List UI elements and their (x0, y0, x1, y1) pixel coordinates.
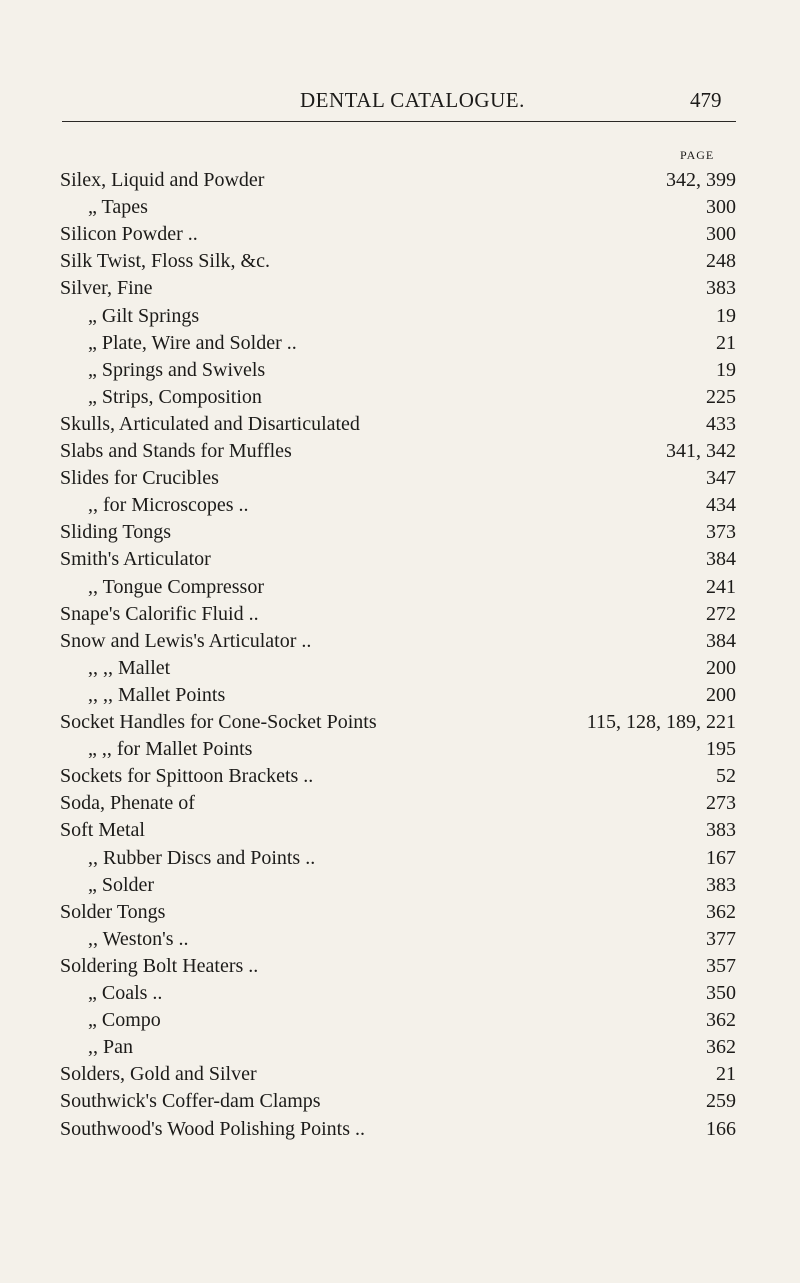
index-entry (0, 709, 800, 736)
index-entry (0, 167, 800, 194)
entry-page-ref: 384 (706, 548, 736, 571)
entry-page-ref: 357 (706, 954, 736, 977)
entry-label: Silk Twist, Floss Silk, &c. (60, 250, 270, 273)
entry-label: Skulls, Articulated and Disarticulated (60, 412, 360, 435)
page-title: DENTAL CATALOGUE. (300, 88, 525, 112)
entry-label: Southwood's Wood Polishing Points .. (60, 1117, 366, 1140)
entry-label: Southwick's Coffer-dam Clamps (60, 1090, 321, 1113)
entry-page-ref: 166 (706, 1117, 736, 1140)
entry-page-ref: 341, 342 (666, 440, 736, 462)
index-entry (0, 628, 800, 655)
index-entry (0, 438, 800, 465)
entry-label: „ Strips, Composition (88, 385, 262, 408)
index-entry (0, 574, 800, 601)
entry-page-ref: 373 (706, 521, 736, 544)
index-entry (0, 763, 800, 790)
entry-label: Sockets for Spittoon Brackets .. (60, 765, 314, 788)
entry-page-ref: 362 (706, 900, 736, 923)
entry-page-ref: 195 (706, 738, 736, 761)
index-entry (0, 1088, 800, 1115)
entry-label: Smith's Articulator (60, 548, 211, 571)
entry-page-ref: 362 (706, 1036, 736, 1059)
entry-label: Sliding Tongs (60, 521, 172, 544)
entry-label: „ ,, for Mallet Points (88, 738, 253, 761)
entry-page-ref: 433 (706, 412, 736, 435)
index-entry (0, 303, 800, 330)
entry-page-ref: 362 (706, 1009, 736, 1032)
index-entry (0, 492, 800, 519)
entry-label: „ Gilt Springs (88, 304, 200, 327)
entry-page-ref: 434 (706, 494, 736, 517)
entry-label: ,, for Microscopes .. (88, 494, 249, 517)
entry-page-ref: 19 (716, 304, 736, 327)
index-entry (0, 899, 800, 926)
entry-label: ,, ,, Mallet (88, 656, 171, 679)
entry-page-ref: 342, 399 (666, 169, 736, 191)
entry-label: Snow and Lewis's Articulator .. (60, 629, 312, 652)
entry-label: Slabs and Stands for Muffles (60, 440, 292, 462)
entry-page-ref: 52 (716, 765, 736, 788)
index-entry (0, 790, 800, 817)
index-entry (0, 1116, 800, 1143)
entry-label: Slides for Crucibles (60, 467, 219, 490)
entry-page-ref: 300 (706, 196, 736, 219)
entry-label: Soldering Bolt Heaters .. (60, 954, 259, 977)
entry-label: Snape's Calorific Fluid .. (60, 602, 259, 625)
index-entry (0, 546, 800, 573)
entry-page-ref: 21 (716, 1063, 736, 1086)
entry-label: „ Solder (88, 873, 155, 896)
index-entry (0, 601, 800, 628)
entry-page-ref: 383 (706, 277, 736, 300)
index-entry (0, 1007, 800, 1034)
index-entry (0, 953, 800, 980)
entry-label: Silver, Fine (60, 277, 153, 300)
index-entry (0, 330, 800, 357)
index-entry (0, 682, 800, 709)
index-entry (0, 817, 800, 844)
index-entry (0, 926, 800, 953)
entry-page-ref: 259 (706, 1090, 736, 1113)
entry-label: Soda, Phenate of (60, 792, 195, 815)
entry-page-ref: 300 (706, 223, 736, 246)
entry-label: ,, Pan (88, 1036, 133, 1059)
entry-page-ref: 115, 128, 189, 221 (586, 711, 736, 733)
entry-page-ref: 383 (706, 873, 736, 896)
entry-label: Silex, Liquid and Powder (60, 169, 265, 191)
entry-page-ref: 273 (706, 792, 736, 815)
entry-page-ref: 21 (716, 331, 736, 354)
entry-label: ,, Tongue Compressor (88, 575, 264, 598)
entry-page-ref: 248 (706, 250, 736, 273)
entry-page-ref: 350 (706, 982, 736, 1004)
index-entry (0, 384, 800, 411)
index-entry (0, 411, 800, 438)
entry-label: „ Compo (88, 1009, 161, 1032)
page-column-heading: PAGE (680, 148, 715, 162)
index-entry (0, 194, 800, 221)
index-entry (0, 736, 800, 763)
index-entry (0, 519, 800, 546)
entry-page-ref: 272 (706, 602, 736, 625)
entry-label: Silicon Powder .. (60, 223, 198, 246)
entry-label: Soft Metal (60, 819, 145, 842)
index-entry (0, 465, 800, 492)
entry-page-ref: 19 (716, 358, 736, 381)
entry-page-ref: 384 (706, 629, 736, 652)
entry-label: „ Tapes (88, 196, 148, 219)
index-entry (0, 845, 800, 872)
header-rule (62, 121, 736, 122)
entry-page-ref: 200 (706, 683, 736, 706)
index-entry (0, 1034, 800, 1061)
entry-label: Solder Tongs (60, 900, 166, 923)
index-entry (0, 357, 800, 384)
entry-page-ref: 241 (706, 575, 736, 598)
index-entry (0, 221, 800, 248)
entry-label: „ Coals .. (88, 982, 163, 1004)
index-entry (0, 275, 800, 302)
entry-page-ref: 225 (706, 385, 736, 408)
index-entry (0, 980, 800, 1007)
index-entry (0, 872, 800, 899)
running-header (0, 88, 800, 116)
entry-label: ,, ,, Mallet Points (88, 683, 226, 706)
entry-page-ref: 377 (706, 927, 736, 950)
index-entry (0, 655, 800, 682)
index-entry (0, 248, 800, 275)
entry-label: ,, Rubber Discs and Points .. (88, 846, 316, 869)
entry-label: Socket Handles for Cone-Socket Points (60, 711, 377, 733)
page-number: 479 (690, 88, 722, 112)
entry-page-ref: 200 (706, 656, 736, 679)
entry-label: ,, Weston's .. (88, 927, 189, 950)
entry-page-ref: 347 (706, 467, 736, 490)
index-entry (0, 1061, 800, 1088)
entry-label: „ Plate, Wire and Solder .. (88, 331, 297, 354)
entry-page-ref: 383 (706, 819, 736, 842)
entry-label: Solders, Gold and Silver (60, 1063, 257, 1086)
entry-label: „ Springs and Swivels (88, 358, 266, 381)
entry-page-ref: 167 (706, 846, 736, 869)
